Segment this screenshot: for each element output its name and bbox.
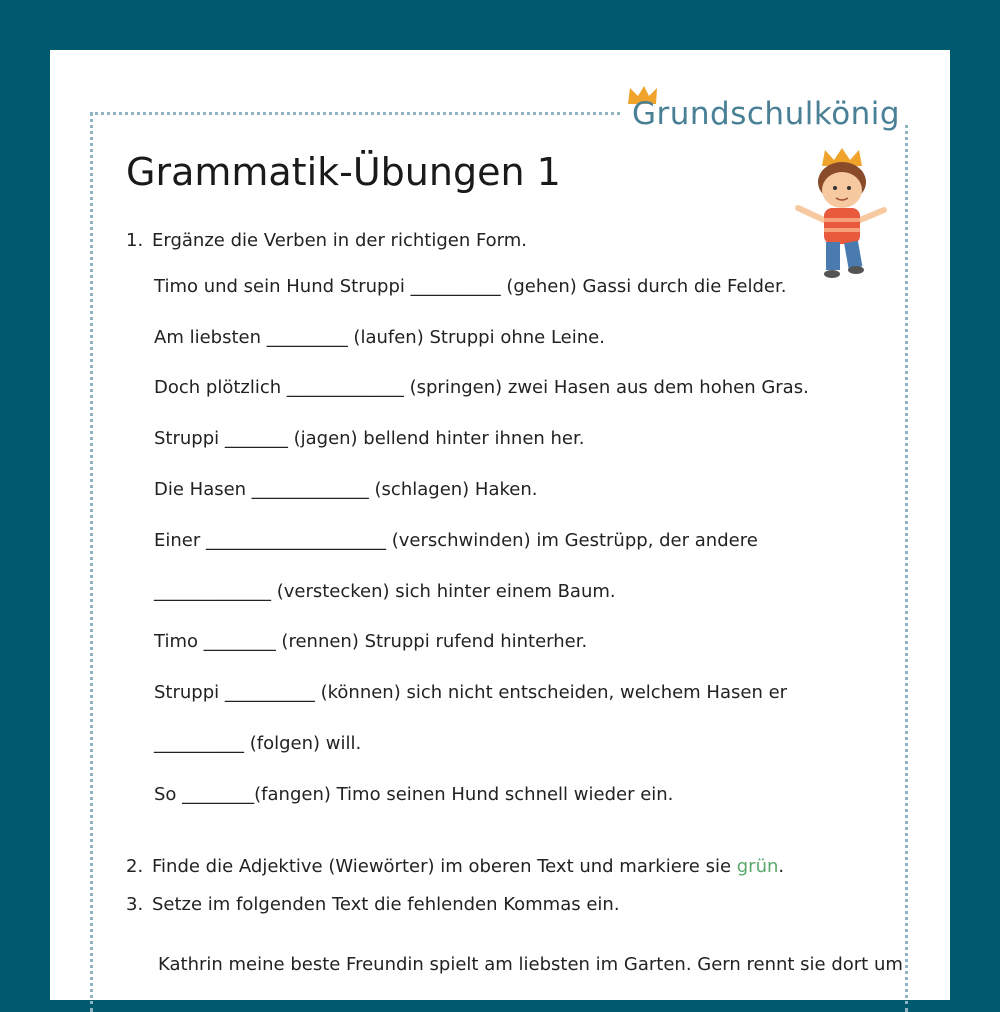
- page-title: Grammatik-Übungen 1: [126, 150, 561, 194]
- task-3: [126, 894, 886, 915]
- comma-passage: Kathrin meine beste Freundin spielt am liebsten im Garten. Gern rennt sie dort um: [158, 954, 903, 975]
- exercise-line: __________ (folgen) will.: [154, 733, 362, 754]
- exercise-line: Einer ____________________ (verschwinden) im Gestrüpp, der andere: [154, 530, 758, 551]
- task-text: Setze im folgenden Text die fehlenden Kommas ein.: [152, 894, 620, 915]
- exercise-line: Timo und sein Hund Struppi __________ (gehen) Gassi durch die Felder.: [154, 276, 787, 297]
- exercise-line: Doch plötzlich _____________ (springen) zwei Hasen aus dem hohen Gras.: [154, 377, 809, 398]
- exercise-line: Timo ________ (rennen) Struppi rufend hinterher.: [154, 631, 588, 652]
- exercise-line: So ________(fangen) Timo seinen Hund schnell wieder ein.: [154, 784, 674, 805]
- exercise-line: Die Hasen _____________ (schlagen) Haken.: [154, 479, 538, 500]
- task-2: [126, 856, 886, 877]
- task-text: Finde die Adjektive (Wiewörter) im oberen Text und markiere sie: [152, 856, 737, 877]
- task-text: Ergänze die Verben in der richtigen Form.: [152, 230, 528, 251]
- task-text-end: .: [778, 856, 785, 877]
- boy-illustration-icon: [792, 146, 892, 296]
- brand-logo: Grundschulkönig: [632, 96, 901, 132]
- task-1: [126, 230, 886, 251]
- exercise-line: _____________ (verstecken) sich hinter einem Baum.: [154, 581, 616, 602]
- worksheet: [50, 50, 950, 1000]
- task-number: 3.: [126, 894, 144, 915]
- task-number: 1.: [126, 230, 144, 251]
- exercise-line: Struppi __________ (können) sich nicht entscheiden, welchem Hasen er: [154, 682, 788, 703]
- task-number: 2.: [126, 856, 144, 877]
- exercise-line: Am liebsten _________ (laufen) Struppi ohne Leine.: [154, 327, 605, 348]
- highlight-word: grün: [736, 856, 779, 877]
- exercise-line: Struppi _______ (jagen) bellend hinter ihnen her.: [154, 428, 585, 449]
